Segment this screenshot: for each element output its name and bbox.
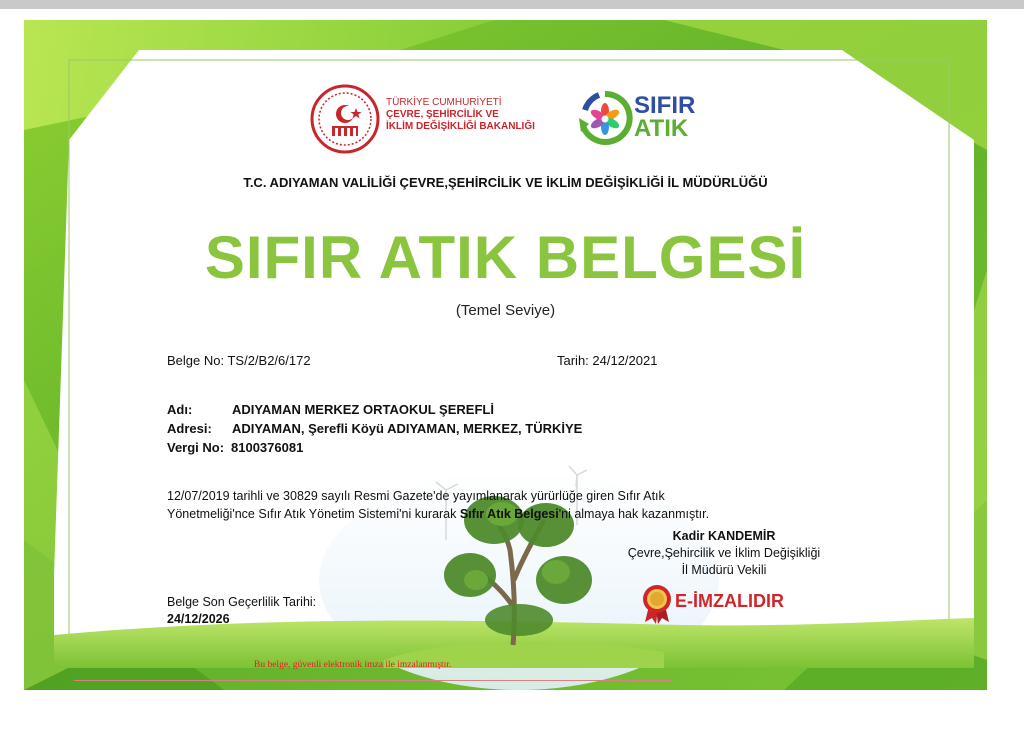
signer-title-1: Çevre,Şehircilik ve İklim Değişikliği <box>627 546 821 560</box>
expiry-block <box>167 594 316 628</box>
statement-line-2-end: 'ni almaya hak kazanmıştır. <box>558 507 710 521</box>
e-signature-note: Bu belge, güvenli elektronik imza ile imzalanmıştır. <box>254 660 452 670</box>
ministry-line-1: TÜRKİYE CUMHURİYETİ <box>386 97 502 108</box>
certificate-statement <box>167 487 709 523</box>
issuing-office: T.C. ADIYAMAN VALİLİĞİ ÇEVRE,ŞEHİRCİLİK VE İKLİM DEĞİŞİKLİĞİ İL MÜDÜRLÜĞÜ <box>243 175 768 190</box>
tax-label: Vergi No: <box>167 440 225 455</box>
recipient-name: ADIYAMAN MERKEZ ORTAOKUL ŞEREFLİ <box>232 402 494 417</box>
statement-line-2-bold: Sıfır Atık Belgesi <box>459 507 559 521</box>
certificate-title: SIFIR ATIK BELGESİ <box>204 224 807 291</box>
certificate <box>24 20 987 690</box>
signer-block <box>584 528 864 579</box>
certificate-date: Tarih: 24/12/2021 <box>557 353 658 368</box>
sifir-atik-wordmark <box>634 94 695 140</box>
ministry-line-3: İKLİM DEĞİŞİKLİĞİ BAKANLIĞI <box>386 121 535 132</box>
expiry-label: Belge Son Geçerlilik Tarihi: <box>167 595 317 609</box>
ministry-emblem-icon <box>310 84 380 154</box>
footer-divider <box>74 680 672 681</box>
recycle-flower-icon <box>577 88 633 148</box>
statement-line-2-start: Yönetmeliği'nce Sıfır Atık Yönetim Sistemi'ni kurarak <box>167 507 460 521</box>
ministry-name <box>386 97 576 133</box>
e-signed-label: E-İMZALIDIR <box>675 591 784 611</box>
e-signature-badge <box>641 584 784 629</box>
recipient-block <box>167 402 767 462</box>
certificate-level: (Temel Seviye) <box>455 302 556 319</box>
atik-word: ATIK <box>634 115 689 142</box>
certificate-number: Belge No: TS/2/B2/6/172 <box>167 353 311 368</box>
ministry-line-2: ÇEVRE, ŞEHİRCİLİK VE <box>386 109 499 120</box>
recipient-address: ADIYAMAN, Şerefli Köyü ADIYAMAN, MERKEZ, TÜRKİYE <box>232 421 583 436</box>
rosette-seal-icon <box>641 584 673 624</box>
signer-title-2: İl Müdürü Vekili <box>681 563 767 577</box>
tax-number: 8100376081 <box>231 440 304 455</box>
statement-line-2 <box>167 505 709 523</box>
signer-name: Kadir KANDEMİR <box>672 529 776 543</box>
expiry-date: 24/12/2026 <box>167 612 230 626</box>
name-label: Adı: <box>167 402 193 417</box>
statement-line-1: 12/07/2019 tarihli ve 30829 sayılı Resmi Gazete'de yayımlanarak yürürlüğe giren Sıfır Atık <box>167 489 665 503</box>
top-gray-bar <box>0 0 1024 9</box>
sifir-word: SIFIR <box>634 92 696 119</box>
address-label: Adresi: <box>167 421 212 436</box>
